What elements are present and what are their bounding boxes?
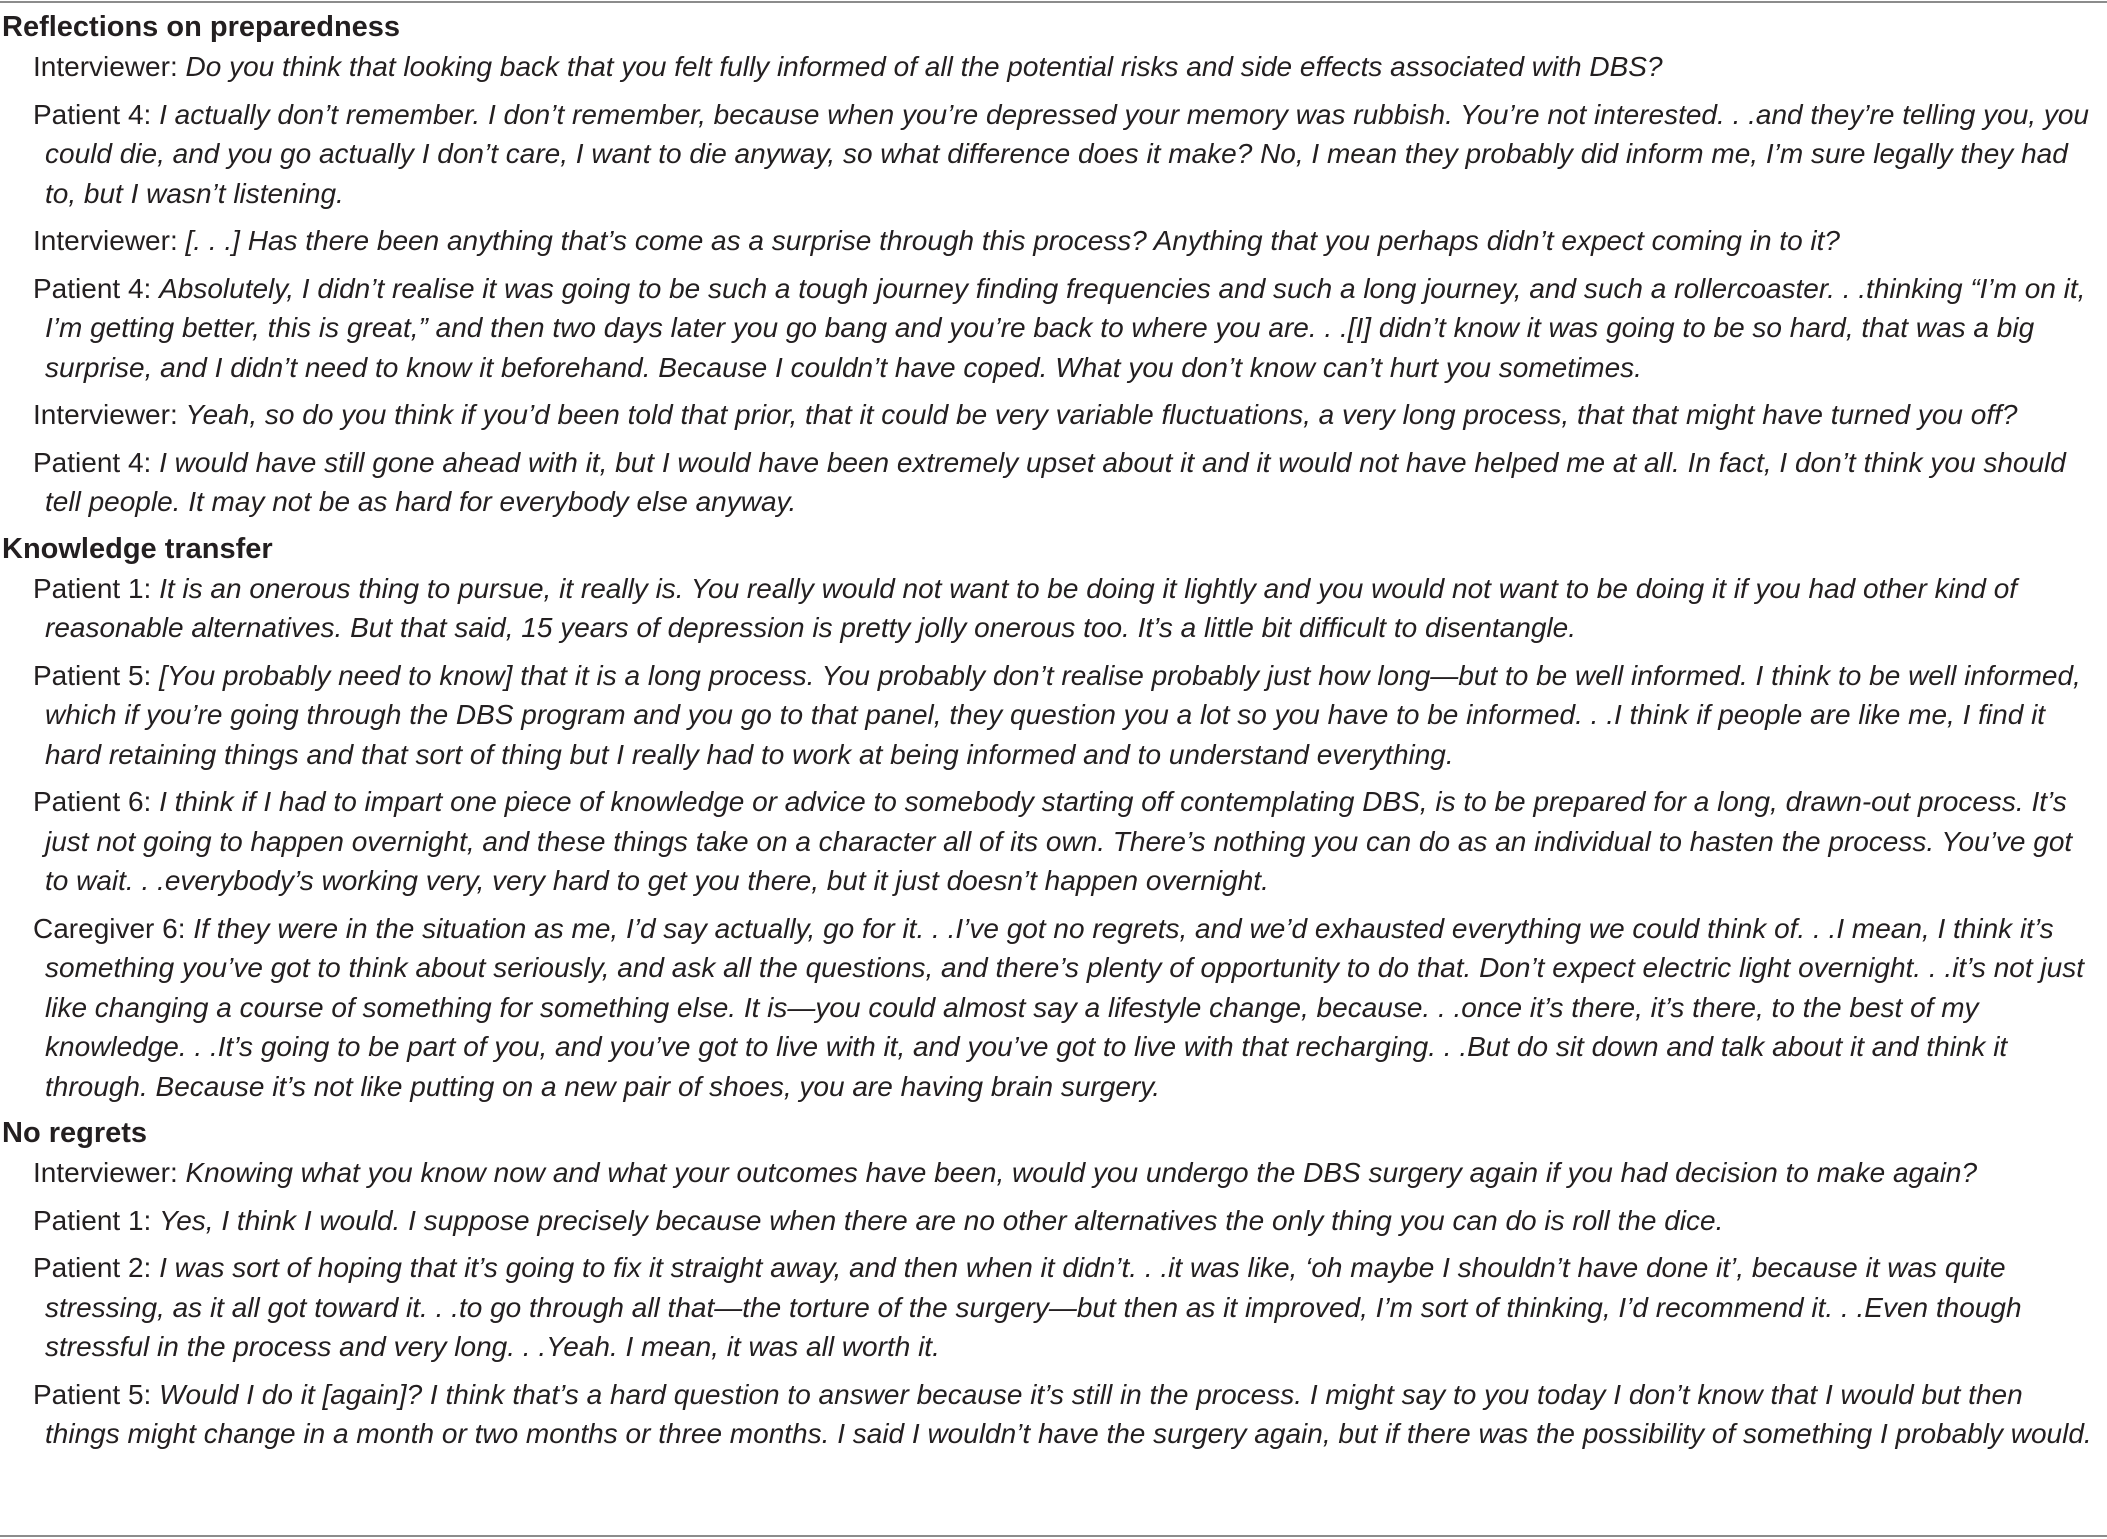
quote-entry <box>0 909 2107 1107</box>
speaker-label: Patient 4: <box>33 272 152 304</box>
quote-text: [You probably need to know] that it is a long process. You probably don’t realise probably just how long—but to be well informed. I think to be well informed, which if you’re going through the DBS program and you go to that panel, they question you a lot so you have to be informed. . .I think if people are like me, I find it hard retaining things and that sort of thing but I really had to work at being informed and to understand everything. <box>45 659 2081 770</box>
quote-entry <box>0 443 2107 522</box>
quote-text: [. . .] Has there been anything that’s come as a surprise through this process? Anything that you perhaps didn’t expect coming in to it? <box>185 225 1841 256</box>
quote-text: It is an onerous thing to pursue, it really is. You really would not want to be doing it lightly and you would not want to be doing it if you had other kind of reasonable alternatives. But that said, 15 years of depression is pretty jolly onerous too. It’s a little bit difficult to disentangle. <box>45 572 2018 643</box>
quote-entry <box>0 656 2107 775</box>
quote-entry <box>0 782 2107 901</box>
quote-entry <box>0 1248 2107 1367</box>
speaker-label: Interviewer: <box>33 51 178 82</box>
speaker-label: Interviewer: <box>33 1157 178 1188</box>
section-heading: Knowledge transfer <box>2 532 273 565</box>
quote-entry <box>0 395 2107 435</box>
bottom-rule <box>0 1535 2107 1537</box>
quote-entry <box>0 47 2107 87</box>
speaker-label: Patient 2: <box>33 1252 152 1283</box>
speaker-label: Patient 6: <box>33 786 152 817</box>
speaker-label: Interviewer: <box>33 399 178 430</box>
quote-text: Absolutely, I didn’t realise it was going to be such a tough journey finding frequencies and such a long journey, and such a rollercoaster. . .thinking “I’m on it, I’m getting better, this is great,” and then two days later you go bang and you’re back to where you are. . .[I] didn’t know it was going to be so hard, that was a big surprise, and I didn’t need to know it beforehand. Because I couldn’t have coped. What you don’t know can’t hurt you sometimes. <box>45 272 2086 383</box>
quote-entry <box>0 1201 2107 1241</box>
section-heading: Reflections on preparedness <box>2 11 401 43</box>
quote-text: If they were in the situation as me, I’d say actually, go for it. . .I’ve got no regrets, and we’d exhausted everything we could think of. . .I mean, I think it’s something you’ve got to think about seriously, and ask all the questions, and there’s plenty of opportunity to do that. Don’t expect electric light overnight. . .it’s not just like changing a course of something for something else. It is—you could almost say a lifestyle change, because. . .once it’s there, it’s there, to the best of my knowledge. . .It’s going to be part of you, and you’ve got to live with it, and you’ve got to live with that recharging. . .But do sit down and talk about it and think it through. Because it’s not like putting on a new pair of shoes, you are having brain surgery. <box>45 912 2084 1102</box>
quote-entry <box>0 1153 2107 1193</box>
speaker-label: Patient 1: <box>33 572 152 604</box>
quote-text: I was sort of hoping that it’s going to fix it straight away, and then when it didn’t. . .it was like, ‘oh maybe I shouldn’t have done it’, because it was quite stressing, as it all got toward it. . .to go through all that—the torture of the surgery—but then as it improved, I’m sort of thinking, I’d recommend it. . .Even though stressful in the process and very long. . .Yeah. I mean, it was all worth it. <box>45 1252 2022 1362</box>
quote-text: Do you think that looking back that you felt fully informed of all the potential risks and side effects associated with DBS? <box>185 51 1663 82</box>
quote-entry <box>0 221 2107 261</box>
quote-text: Knowing what you know now and what your outcomes have been, would you undergo the DBS surgery again if you had decision to make again? <box>185 1157 1978 1188</box>
speaker-label: Interviewer: <box>33 225 178 256</box>
quote-entry <box>0 569 2107 648</box>
speaker-label: Patient 5: <box>33 1378 152 1410</box>
quote-entry <box>0 1375 2107 1454</box>
speaker-label: Patient 5: <box>33 659 152 691</box>
quote-text: I think if I had to impart one piece of knowledge or advice to somebody starting off contemplating DBS, is to be prepared for a long, drawn-out process. It’s just not going to happen overnight, and these things take on a character all of its own. There’s nothing you can do as an individual to hasten the process. You’ve got to wait. . .everybody’s working very, very hard to get you there, but it just doesn’t happen overnight. <box>45 786 2073 896</box>
top-rule <box>0 1 2107 3</box>
table-body <box>0 8 2107 1462</box>
quote-entry <box>0 95 2107 214</box>
quote-text: Yeah, so do you think if you’d been told that prior, that it could be very variable fluctuations, a very long process, that that might have turned you off? <box>185 399 2018 430</box>
quote-text: I actually don’t remember. I don’t remember, because when you’re depressed your memory was rubbish. You’re not interested. . .and they’re telling you, you could die, and you go actually I don’t care, I want to die anyway, so what difference does it make? No, I mean they probably did inform me, I’m sure legally they had to, but I wasn’t listening. <box>45 98 2090 209</box>
speaker-label: Patient 4: <box>33 446 152 478</box>
speaker-label: Patient 1: <box>33 1204 152 1236</box>
quote-text: Would I do it [again]? I think that’s a hard question to answer because it’s still in the process. I might say to you today I don’t know that I would but then things might change in a month or two months or three months. I said I wouldn’t have the surgery again, but if there was the possibility of something I probably would. <box>45 1378 2092 1449</box>
quote-text: I would have still gone ahead with it, but I would have been extremely upset about it and it would not have helped me at all. In fact, I don’t think you should tell people. It may not be as hard for everybody else anyway. <box>45 446 2066 517</box>
section-heading: No regrets <box>2 1117 148 1149</box>
speaker-label: Patient 4: <box>33 98 152 130</box>
quote-text: Yes, I think I would. I suppose precisely because when there are no other alternatives the only thing you can do is roll the dice. <box>159 1204 1724 1236</box>
quote-entry <box>0 269 2107 388</box>
speaker-label: Caregiver 6: <box>33 912 186 944</box>
